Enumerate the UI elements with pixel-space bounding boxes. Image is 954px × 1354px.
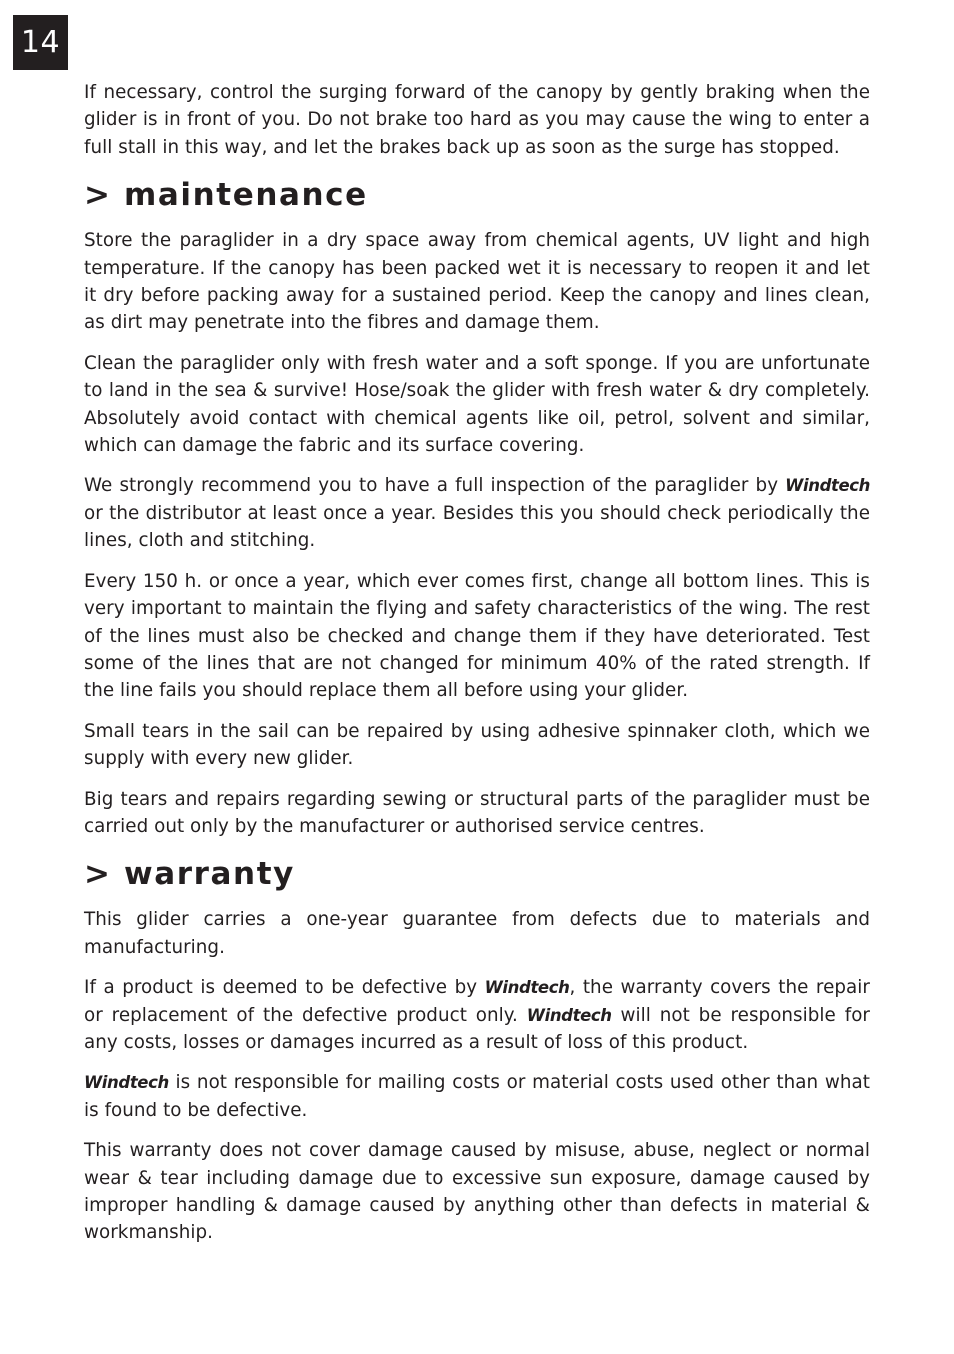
brand-name: Windtech	[484, 978, 570, 998]
coverage-text-b: , the warranty covers the repair or replacement of the defective product only.	[84, 977, 870, 1026]
brand-name: Windtech	[526, 1005, 612, 1025]
brand-name: Windtech	[84, 1073, 169, 1093]
warranty-paragraph-guarantee: This glider carries a one-year guarantee from defects due to materials and manufacturing.	[84, 909, 870, 958]
maintenance-paragraph-inspection	[84, 472, 870, 554]
maintenance-heading: > maintenance	[84, 177, 368, 214]
page-content	[84, 79, 870, 1247]
intro-paragraph: If necessary, control the surging forward of the canopy by gently braking when the glider is in front of you. Do not brake too hard as you may cause the wing to enter a full stall in this way, and let the brakes back up as soon as the surge has stopped.	[84, 82, 870, 158]
inspection-text-a: We strongly recommend you to have a full inspection of the paraglider by	[84, 475, 786, 497]
warranty-paragraph-costs	[84, 1069, 870, 1124]
coverage-text-a: If a product is deemed to be defective by	[84, 977, 485, 999]
warranty-heading: > warranty	[84, 856, 295, 893]
maintenance-paragraph-lines: Every 150 h. or once a year, which ever comes first, change all bottom lines. This is very important to maintain the flying and safety characteristics of the wing. The rest of the lines must also be checked and change them if they have deteriorated. Test some of the lines that are not changed for minimum 40% of the rated strength. If the line fails you should replace them all before using your glider.	[84, 570, 870, 702]
maintenance-paragraph-cleaning: Clean the paraglider only with fresh water and a soft sponge. If you are unfortunate to land in the sea & survive! Hose/soak the glider with fresh water & dry completely. Absolutely avoid contact with chemical agents like oil, petrol, solvent and similar, which can damage the fabric and its surface covering.	[84, 352, 870, 457]
coverage-text-c: will not be responsible for any costs, losses or damages incurred as a result of loss of this product.	[84, 1004, 870, 1053]
warranty-paragraph-coverage	[84, 974, 870, 1056]
warranty-paragraph-exclusions: This warranty does not cover damage caused by misuse, abuse, neglect or normal wear & tear including damage due to excessive sun exposure, damage caused by improper handling & damage caused by anything other than defects in material & workmanship.	[84, 1140, 870, 1244]
inspection-text-b: or the distributor at least once a year. Besides this you should check periodically the lines, cloth and stitching.	[84, 502, 870, 552]
costs-text: is not responsible for mailing costs or material costs used other than what is found to be defective.	[84, 1072, 870, 1121]
maintenance-paragraph-storage: Store the paraglider in a dry space away from chemical agents, UV light and high temperature. If the canopy has been packed wet it is necessary to reopen it and let it dry before packing away for a sustained period. Keep the canopy and lines clean, as dirt may penetrate into the fibres and damage them.	[84, 230, 870, 334]
maintenance-paragraph-big-tears: Big tears and repairs regarding sewing or structural parts of the paraglider must be carried out only by the manufacturer or authorised service centres.	[84, 788, 870, 837]
maintenance-paragraph-small-tears: Small tears in the sail can be repaired by using adhesive spinnaker cloth, which we supply with every new glider.	[84, 720, 870, 770]
page-number: 14	[13, 15, 68, 70]
brand-name: Windtech	[785, 476, 870, 496]
